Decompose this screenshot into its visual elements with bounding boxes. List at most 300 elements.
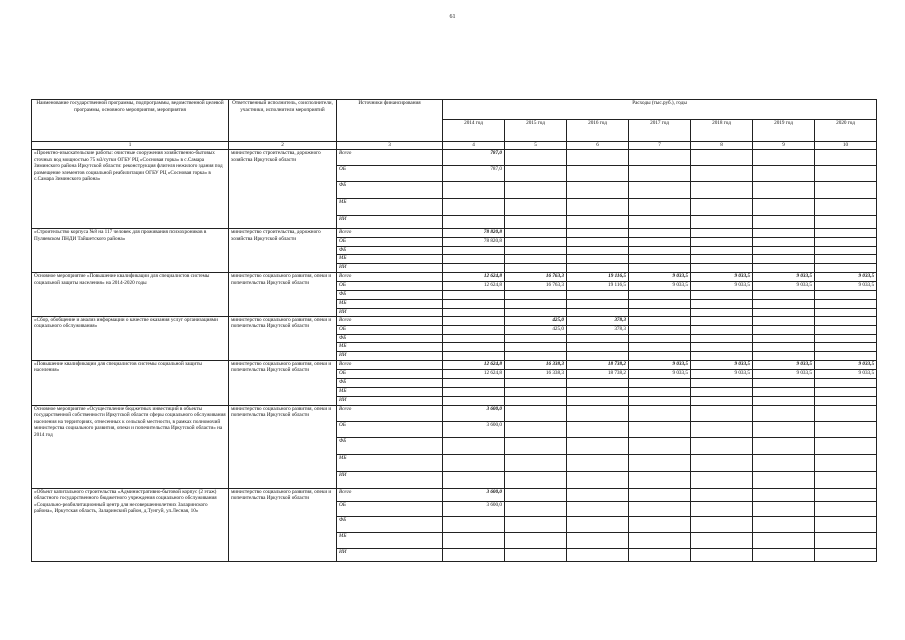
funding-source: ФБ bbox=[337, 437, 443, 454]
expense-value bbox=[567, 264, 629, 273]
expense-value: 12 624,8 bbox=[443, 282, 505, 291]
expense-value: 78 820,8 bbox=[443, 229, 505, 238]
expense-value bbox=[443, 325, 505, 334]
expense-value bbox=[815, 396, 877, 405]
expense-value bbox=[691, 216, 753, 229]
expense-value bbox=[629, 300, 691, 309]
expense-value bbox=[629, 238, 691, 247]
column-number: 4 bbox=[443, 142, 505, 150]
expense-value bbox=[753, 300, 815, 309]
expense-value bbox=[629, 378, 691, 387]
column-number: 9 bbox=[753, 142, 815, 150]
funding-source: Всего bbox=[337, 316, 443, 325]
expense-value: 787,0 bbox=[443, 150, 505, 166]
expense-value bbox=[691, 334, 753, 342]
expense-value bbox=[443, 378, 505, 387]
expense-value bbox=[567, 437, 629, 454]
funding-source: ОБ bbox=[337, 282, 443, 291]
funding-source: ОБ bbox=[337, 501, 443, 516]
expense-value bbox=[443, 471, 505, 488]
expense-value bbox=[567, 247, 629, 255]
expense-value bbox=[505, 516, 567, 532]
expense-value bbox=[753, 378, 815, 387]
expense-value bbox=[567, 166, 629, 182]
expense-value bbox=[443, 309, 505, 317]
expense-value bbox=[629, 405, 691, 421]
header-year: 2016 год bbox=[567, 120, 629, 142]
expense-value: 9 033,5 bbox=[815, 369, 877, 378]
financing-table bbox=[31, 99, 877, 562]
expense-value bbox=[629, 396, 691, 405]
funding-source: МБ bbox=[337, 532, 443, 548]
expense-value bbox=[567, 216, 629, 229]
expense-value bbox=[815, 378, 877, 387]
expense-value bbox=[629, 516, 691, 532]
expense-value bbox=[815, 150, 877, 166]
expense-value bbox=[815, 216, 877, 229]
expense-value: 16 763,3 bbox=[505, 282, 567, 291]
expense-value bbox=[753, 351, 815, 360]
expense-value bbox=[505, 342, 567, 351]
expense-value bbox=[567, 309, 629, 317]
column-number: 5 bbox=[505, 142, 567, 150]
expense-value bbox=[443, 532, 505, 548]
expense-value bbox=[691, 516, 753, 532]
expense-value bbox=[567, 334, 629, 342]
expense-value bbox=[753, 199, 815, 216]
responsible-executor: министерство социального развития, опеки и попечительства Иркутской области bbox=[229, 360, 337, 405]
expense-value: 3 600,0 bbox=[443, 421, 505, 437]
expense-value: 9 033,5 bbox=[691, 273, 753, 282]
expense-value bbox=[815, 488, 877, 501]
expense-value bbox=[691, 471, 753, 488]
header-year: 2020 год bbox=[815, 120, 877, 142]
expense-value bbox=[443, 548, 505, 561]
header-sources: Источники финансирования bbox=[337, 100, 443, 142]
expense-value bbox=[815, 291, 877, 300]
expense-value: 9 033,5 bbox=[815, 282, 877, 291]
column-number: 2 bbox=[229, 142, 337, 150]
header-program-name: Наименование государственной программы, подпрограммы, ведомственной целевой программы, основного мероприятия, мероприятия bbox=[32, 100, 229, 142]
expense-value bbox=[691, 238, 753, 247]
expense-value bbox=[815, 300, 877, 309]
funding-source: ИИ bbox=[337, 216, 443, 229]
expense-value bbox=[443, 516, 505, 532]
expense-value bbox=[753, 396, 815, 405]
expense-value bbox=[567, 378, 629, 387]
expense-value bbox=[443, 247, 505, 255]
expense-value bbox=[815, 166, 877, 182]
expense-value bbox=[443, 396, 505, 405]
expense-value bbox=[691, 501, 753, 516]
expense-value bbox=[443, 387, 505, 396]
funding-source: ФБ bbox=[337, 334, 443, 342]
column-number: 8 bbox=[691, 142, 753, 150]
activity-name: «Повышение квалификации для специалистов системы социальной защиты населения» bbox=[32, 360, 229, 405]
expense-value bbox=[691, 342, 753, 351]
expense-value: 9 033,5 bbox=[691, 282, 753, 291]
expense-value bbox=[505, 396, 567, 405]
expense-value bbox=[629, 501, 691, 516]
expense-value bbox=[629, 182, 691, 199]
expense-value bbox=[753, 421, 815, 437]
expense-value bbox=[629, 334, 691, 342]
expense-value bbox=[691, 548, 753, 561]
expense-value bbox=[691, 255, 753, 264]
expense-value bbox=[629, 471, 691, 488]
activity-name: Основное мероприятие «Повышение квалификации для специалистов системы социальной защиты населения» на 2014-2020 годы bbox=[32, 273, 229, 317]
expense-value bbox=[753, 548, 815, 561]
funding-source: ИИ bbox=[337, 264, 443, 273]
expense-value bbox=[753, 291, 815, 300]
funding-source: МБ bbox=[337, 342, 443, 351]
expense-value bbox=[567, 351, 629, 360]
table-row bbox=[32, 273, 877, 282]
expense-value bbox=[815, 351, 877, 360]
expense-value bbox=[815, 454, 877, 471]
expense-value bbox=[505, 291, 567, 300]
funding-source: ФБ bbox=[337, 247, 443, 255]
funding-source: ОБ bbox=[337, 369, 443, 378]
responsible-executor: министерство строительства, дорожного хозяйства Иркутской области bbox=[229, 150, 337, 229]
expense-value bbox=[753, 238, 815, 247]
funding-source: Всего bbox=[337, 360, 443, 369]
expense-value bbox=[815, 247, 877, 255]
expense-value bbox=[691, 405, 753, 421]
expense-value bbox=[443, 300, 505, 309]
expense-value bbox=[753, 150, 815, 166]
expense-value bbox=[753, 532, 815, 548]
expense-value bbox=[753, 471, 815, 488]
expense-value bbox=[753, 342, 815, 351]
expense-value bbox=[443, 199, 505, 216]
expense-value bbox=[629, 255, 691, 264]
expense-value bbox=[567, 548, 629, 561]
expense-value bbox=[567, 488, 629, 501]
expense-value: 12 624,8 bbox=[443, 369, 505, 378]
header-executor: Ответственный исполнитель, соисполнители, участники, исполнители мероприятий bbox=[229, 100, 337, 142]
expense-value bbox=[567, 532, 629, 548]
expense-value bbox=[753, 264, 815, 273]
expense-value bbox=[815, 309, 877, 317]
expense-value bbox=[629, 229, 691, 238]
table-row bbox=[32, 150, 877, 166]
expense-value bbox=[815, 229, 877, 238]
expense-value bbox=[567, 150, 629, 166]
expense-value bbox=[691, 387, 753, 396]
expense-value bbox=[505, 548, 567, 561]
expense-value bbox=[629, 342, 691, 351]
expense-value: 378,3 bbox=[567, 325, 629, 334]
column-number: 3 bbox=[337, 142, 443, 150]
expense-value bbox=[691, 166, 753, 182]
expense-value bbox=[753, 325, 815, 334]
expense-value bbox=[629, 216, 691, 229]
expense-value bbox=[815, 255, 877, 264]
funding-source: Всего bbox=[337, 488, 443, 501]
expense-value bbox=[629, 309, 691, 317]
expense-value bbox=[691, 309, 753, 317]
expense-value: 78 820,8 bbox=[443, 238, 505, 247]
expense-value bbox=[505, 421, 567, 437]
expense-value bbox=[505, 378, 567, 387]
expense-value bbox=[691, 150, 753, 166]
expense-value bbox=[815, 501, 877, 516]
expense-value bbox=[691, 247, 753, 255]
column-number: 10 bbox=[815, 142, 877, 150]
activity-name: Основное мероприятие «Осуществление бюджетных инвестиций в объекты государственной собственности Иркутской области сферы социального обслуживания населения на территориях, отнесенных к сельской местности, в рамках полномочий министерства социального развития, опеки и попечительства Иркутской области» на 2014 год bbox=[32, 405, 229, 488]
expense-value bbox=[567, 255, 629, 264]
expense-value bbox=[691, 229, 753, 238]
column-number: 1 bbox=[32, 142, 229, 150]
expense-value bbox=[815, 334, 877, 342]
expense-value: 9 033,5 bbox=[753, 369, 815, 378]
expense-value: 9 033,5 bbox=[691, 369, 753, 378]
expense-value bbox=[505, 255, 567, 264]
expense-value bbox=[691, 454, 753, 471]
expense-value bbox=[815, 387, 877, 396]
funding-source: ОБ bbox=[337, 166, 443, 182]
expense-value bbox=[753, 437, 815, 454]
table-row bbox=[32, 488, 877, 501]
activity-name: «Проектно-изыскательские работы: очистные сооружения хозяйственно-бытовых сточных вод мощностью 75 м3/сутки ОГБУ РЦ «Сосновая горка» в с.Самара Зиминского района Иркутской области: реконструкция флигеля нежилого здания под размещение элементов социальной реабилитации ОГБУ РЦ «Сосновая горка» в с.Самара Зиминского района» bbox=[32, 150, 229, 229]
funding-source: ФБ bbox=[337, 516, 443, 532]
funding-source: ИИ bbox=[337, 309, 443, 317]
expense-value bbox=[753, 309, 815, 317]
funding-source: МБ bbox=[337, 300, 443, 309]
expense-value bbox=[567, 238, 629, 247]
expense-value bbox=[443, 454, 505, 471]
expense-value bbox=[691, 316, 753, 325]
expense-value bbox=[505, 532, 567, 548]
expense-value bbox=[505, 150, 567, 166]
expense-value bbox=[567, 300, 629, 309]
expense-value bbox=[505, 501, 567, 516]
expense-value bbox=[505, 454, 567, 471]
expense-value bbox=[505, 182, 567, 199]
expense-value bbox=[691, 488, 753, 501]
expense-value bbox=[815, 516, 877, 532]
expense-value bbox=[567, 291, 629, 300]
expense-value bbox=[629, 166, 691, 182]
funding-source: Всего bbox=[337, 273, 443, 282]
header-year: 2018 год bbox=[691, 120, 753, 142]
expense-value bbox=[691, 437, 753, 454]
expense-value bbox=[815, 532, 877, 548]
expense-value: 9 033,5 bbox=[753, 282, 815, 291]
column-number: 6 bbox=[567, 142, 629, 150]
expense-value bbox=[505, 309, 567, 317]
expense-value: 12 624,8 bbox=[443, 360, 505, 369]
funding-source: Всего bbox=[337, 150, 443, 166]
expense-value bbox=[443, 342, 505, 351]
expense-value bbox=[753, 454, 815, 471]
expense-value bbox=[691, 300, 753, 309]
header-year: 2015 год bbox=[505, 120, 567, 142]
funding-source: ФБ bbox=[337, 182, 443, 199]
expense-value bbox=[691, 325, 753, 334]
expense-value bbox=[443, 351, 505, 360]
expense-value bbox=[815, 342, 877, 351]
expense-value bbox=[505, 247, 567, 255]
funding-source: ОБ bbox=[337, 421, 443, 437]
expense-value: 9 033,5 bbox=[629, 282, 691, 291]
funding-source: ФБ bbox=[337, 378, 443, 387]
expense-value bbox=[753, 247, 815, 255]
expense-value: 9 033,5 bbox=[629, 360, 691, 369]
expense-value bbox=[815, 437, 877, 454]
expense-value: 3 600,0 bbox=[443, 501, 505, 516]
expense-value: 9 033,5 bbox=[629, 273, 691, 282]
expense-value bbox=[815, 421, 877, 437]
expense-value: 787,0 bbox=[443, 166, 505, 182]
expense-value: 12 624,8 bbox=[443, 273, 505, 282]
expense-value bbox=[691, 291, 753, 300]
expense-value: 9 033,5 bbox=[753, 273, 815, 282]
expense-value: 16 338,3 bbox=[505, 360, 567, 369]
expense-value bbox=[443, 264, 505, 273]
expense-value: 16 763,3 bbox=[505, 273, 567, 282]
expense-value bbox=[691, 421, 753, 437]
expense-value bbox=[505, 471, 567, 488]
expense-value bbox=[567, 229, 629, 238]
expense-value bbox=[629, 421, 691, 437]
expense-value bbox=[443, 216, 505, 229]
expense-value: 3 600,0 bbox=[443, 405, 505, 421]
expense-value: 16 338,3 bbox=[505, 369, 567, 378]
activity-name: «Сбор, обобщение и анализ информации о качестве оказания услуг организациями социального обслуживания» bbox=[32, 316, 229, 360]
expense-value bbox=[443, 334, 505, 342]
expense-value: 9 033,5 bbox=[691, 360, 753, 369]
expense-value: 9 033,5 bbox=[753, 360, 815, 369]
expense-value bbox=[753, 334, 815, 342]
expense-value: 378,3 bbox=[567, 316, 629, 325]
expense-value bbox=[443, 437, 505, 454]
expense-value: 9 033,5 bbox=[629, 369, 691, 378]
expense-value bbox=[567, 405, 629, 421]
expense-value bbox=[753, 166, 815, 182]
expense-value: 425,0 bbox=[505, 316, 567, 325]
responsible-executor: министерство социального развития, опеки и попечительства Иркутской области bbox=[229, 488, 337, 561]
page-number: 61 bbox=[449, 14, 456, 20]
expense-value bbox=[815, 199, 877, 216]
responsible-executor: министерство социального развития, опеки и попечительства Иркутской области bbox=[229, 405, 337, 488]
expense-value bbox=[505, 216, 567, 229]
expense-value bbox=[691, 199, 753, 216]
expense-value bbox=[443, 291, 505, 300]
funding-source: Всего bbox=[337, 405, 443, 421]
expense-value bbox=[753, 516, 815, 532]
funding-source: Всего bbox=[337, 229, 443, 238]
header-year: 2017 год bbox=[629, 120, 691, 142]
funding-source: МБ bbox=[337, 255, 443, 264]
header-year: 2019 год bbox=[753, 120, 815, 142]
expense-value bbox=[567, 454, 629, 471]
expense-value bbox=[629, 437, 691, 454]
expense-value: 3 600,0 bbox=[443, 488, 505, 501]
funding-source: МБ bbox=[337, 454, 443, 471]
expense-value: 19 116,5 bbox=[567, 273, 629, 282]
expense-value bbox=[505, 166, 567, 182]
expense-value bbox=[629, 548, 691, 561]
funding-source: ИИ bbox=[337, 396, 443, 405]
expense-value bbox=[753, 216, 815, 229]
expense-value bbox=[691, 396, 753, 405]
expense-value bbox=[815, 405, 877, 421]
table-row bbox=[32, 405, 877, 421]
expense-value bbox=[815, 238, 877, 247]
expense-value bbox=[505, 437, 567, 454]
expense-value bbox=[505, 488, 567, 501]
header-year: 2014 год bbox=[443, 120, 505, 142]
expense-value: 9 033,5 bbox=[815, 360, 877, 369]
activity-name: «Объект капитального строительства «Административно-бытовой корпус (2 этаж) областного государственного бюджетного учреждения социального обслуживания «Социально-реабилитационный центр для несовершеннолетних Заларинского района», Иркутская область, Заларинский район, д.Тунгуй, ул.Лесная, 10» bbox=[32, 488, 229, 561]
expense-value bbox=[753, 229, 815, 238]
expense-value bbox=[629, 387, 691, 396]
expense-value bbox=[629, 264, 691, 273]
expense-value bbox=[629, 454, 691, 471]
expense-value bbox=[629, 351, 691, 360]
expense-value bbox=[691, 378, 753, 387]
expense-value bbox=[815, 182, 877, 199]
expense-value bbox=[567, 471, 629, 488]
expense-value bbox=[753, 255, 815, 264]
responsible-executor: министерство строительства, дорожного хозяйства Иркутской области bbox=[229, 229, 337, 273]
expense-value bbox=[753, 387, 815, 396]
expense-value bbox=[567, 387, 629, 396]
expense-value bbox=[567, 199, 629, 216]
expense-value bbox=[567, 516, 629, 532]
funding-source: МБ bbox=[337, 199, 443, 216]
expense-value bbox=[567, 182, 629, 199]
expense-value bbox=[629, 488, 691, 501]
expense-value: 18 738,2 bbox=[567, 369, 629, 378]
expense-value bbox=[753, 316, 815, 325]
expense-value bbox=[505, 351, 567, 360]
activity-name: «Строительство корпуса №8 на 117 человек для проживания психохроников в Пуляевском ПНДИ Тайшетского района» bbox=[32, 229, 229, 273]
expense-value bbox=[505, 300, 567, 309]
expense-value bbox=[629, 150, 691, 166]
expense-value bbox=[567, 342, 629, 351]
funding-source: ОБ bbox=[337, 325, 443, 334]
expense-value bbox=[505, 199, 567, 216]
expense-value bbox=[815, 471, 877, 488]
table-row bbox=[32, 229, 877, 238]
expense-value bbox=[629, 316, 691, 325]
expense-value bbox=[505, 264, 567, 273]
expense-value bbox=[629, 291, 691, 300]
funding-source: ИИ bbox=[337, 471, 443, 488]
expense-value bbox=[753, 405, 815, 421]
expense-value bbox=[629, 247, 691, 255]
expense-value bbox=[505, 387, 567, 396]
expense-value bbox=[815, 264, 877, 273]
expense-value bbox=[753, 488, 815, 501]
expense-value bbox=[443, 255, 505, 264]
expense-value bbox=[691, 351, 753, 360]
funding-source: ОБ bbox=[337, 238, 443, 247]
expense-value bbox=[505, 405, 567, 421]
expense-value: 19 116,5 bbox=[567, 282, 629, 291]
responsible-executor: министерство социального развития, опеки и попечительства Иркутской области bbox=[229, 316, 337, 360]
expense-value bbox=[567, 421, 629, 437]
expense-value bbox=[505, 229, 567, 238]
expense-value bbox=[815, 316, 877, 325]
expense-value bbox=[629, 199, 691, 216]
header-expenses: Расходы (тыс.руб.), годы bbox=[443, 100, 877, 120]
funding-source: МБ bbox=[337, 387, 443, 396]
expense-value bbox=[567, 501, 629, 516]
